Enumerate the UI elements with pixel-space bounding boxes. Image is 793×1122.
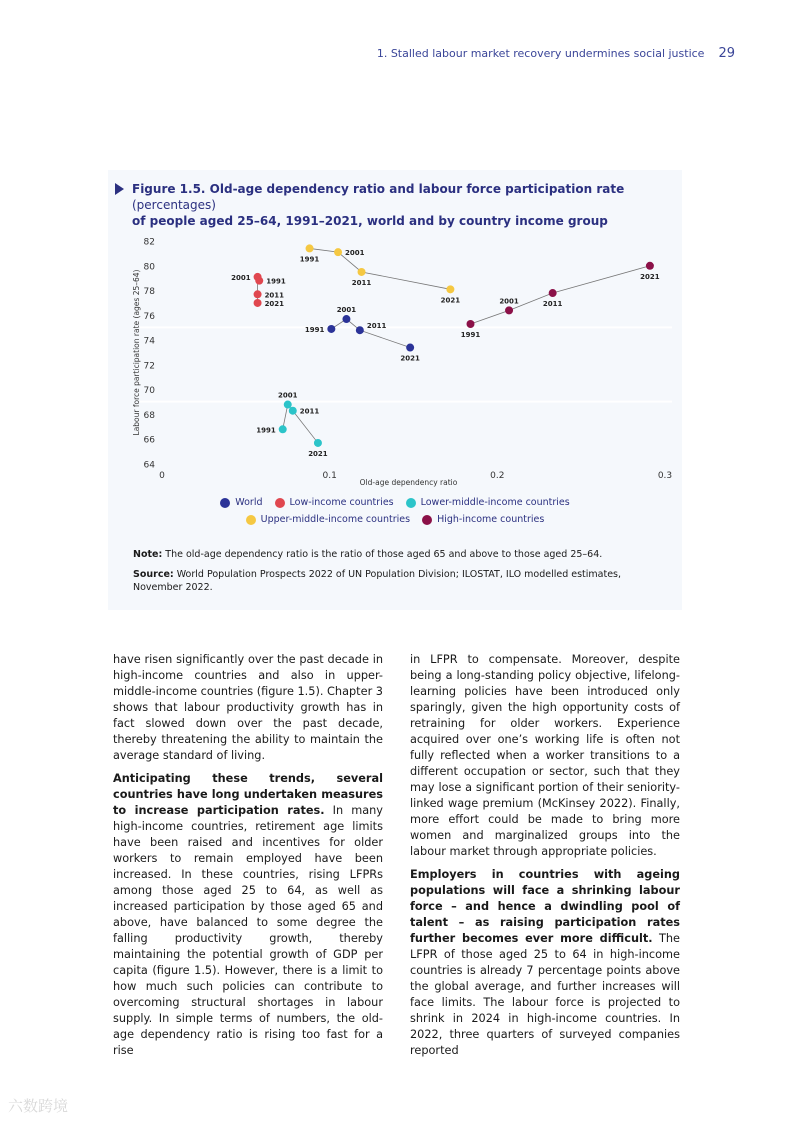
legend-label: Lower-middle-income countries <box>420 497 570 508</box>
point-label: 1991 <box>299 255 320 264</box>
point-label: 2021 <box>400 354 420 363</box>
y-tick-label: 64 <box>143 460 155 471</box>
watermark: 六数跨境 <box>8 1097 69 1115</box>
y-tick-label: 82 <box>143 237 155 248</box>
y-tick-label: 72 <box>143 361 155 372</box>
legend-item <box>406 494 570 511</box>
body-column-left <box>113 652 383 1066</box>
legend-label: Low-income countries <box>289 497 394 508</box>
running-title: 1. Stalled labour market recovery undermines social justice <box>376 47 705 60</box>
y-tick-label: 68 <box>143 410 155 421</box>
paragraph: Anticipating these trends, several countries have long undertaken measures to increase participation rates. In many high-income countries, retirement age limits have been raised and incentives for older workers to remain employed have been increased. In these countries, rising LFPRs among those aged 25 to 64, as well as increased participation by those aged 65 and above, have balanced to some degree the falling productivity growth, thereby maintaining the potential growth of GDP per capita (figure 1.5). However, there is a limit to how much such policies can contribute to overcoming structural shortages in labour supply. In simple terms of numbers, the old-age dependency ratio is rising too fast for a rise <box>113 772 383 1057</box>
point-label: 2001 <box>336 306 357 315</box>
running-header <box>377 46 735 61</box>
y-tick-label: 76 <box>143 311 155 322</box>
point-label: 2011 <box>264 291 285 300</box>
legend-dot-icon <box>422 515 432 525</box>
y-tick-label: 66 <box>143 435 155 446</box>
y-tick-label: 80 <box>143 262 155 273</box>
point-label: 2021 <box>640 272 660 281</box>
figure-panel <box>108 170 682 610</box>
x-tick-label: 0.1 <box>322 471 337 481</box>
body-column-right <box>410 652 680 1066</box>
legend-dot-icon <box>275 498 285 508</box>
legend-label: Upper-middle-income countries <box>260 514 411 525</box>
point-label: 2011 <box>542 300 563 309</box>
point-label: 2001 <box>231 273 251 282</box>
figure-title <box>115 181 655 229</box>
point-label: 2011 <box>366 322 387 331</box>
point-label: 2021 <box>308 449 328 458</box>
y-tick-label: 78 <box>143 287 155 298</box>
figure-title-unit: (percentages) <box>132 198 216 212</box>
y-axis-label: Labour force participation rate (ages 25–64) <box>132 269 141 436</box>
point-label: 2021 <box>264 299 285 308</box>
point-label: 1991 <box>304 325 325 334</box>
x-tick-label: 0 <box>159 471 165 481</box>
note: Note: The old-age dependency ratio is the ratio of those aged 65 and above to those aged 25–64. <box>133 549 603 560</box>
point-label: 1991 <box>266 277 286 286</box>
legend-item <box>422 511 544 528</box>
x-tick-label: 0.2 <box>490 471 505 481</box>
paragraph: in LFPR to compensate. Moreover, despite being a long-standing policy objective, lifelong-learning policies have been introduced only sparingly, given the high opportunity costs of retraining for older workers. Experience acquired over one’s working life is often not fully reflected when a worker transitions to a different occupation or sector, such that they may lose a significant portion of their seniority-linked wage premium (McKinsey 2022). Finally, more effort could be made to bring more women and marginalized groups into the labour market through appropriate policies. <box>410 653 680 858</box>
x-axis-label: Old-age dependency ratio <box>359 478 458 487</box>
legend-item <box>220 494 262 511</box>
legend-dot-icon <box>246 515 256 525</box>
point-label: 1991 <box>256 426 276 435</box>
legend-item <box>246 511 410 528</box>
point-label: 2021 <box>440 296 461 305</box>
point-label: 1991 <box>460 331 481 340</box>
y-tick-label: 74 <box>143 336 155 347</box>
source: Source: World Population Prospects 2022 of UN Population Division; ILOSTAT, ILO modelled estimates, November 2022. <box>133 569 622 593</box>
paragraph: have risen significantly over the past decade in high-income countries and also in upper-middle-income countries (figure 1.5). Chapter 3 shows that labour productivity growth has in fact slowed down over the past decade, thereby threatening the ability to maintain the average standard of living. <box>113 653 383 762</box>
point-label: 2001 <box>499 297 519 306</box>
y-tick-label: 70 <box>143 386 155 397</box>
legend-label: World <box>235 497 263 508</box>
legend-dot-icon <box>220 498 230 508</box>
triangle-bullet-icon <box>115 183 124 195</box>
legend-label: High-income countries <box>437 514 545 525</box>
point-label: 2011 <box>299 407 320 416</box>
point-label: 2001 <box>278 391 298 400</box>
figure-title-main: Figure 1.5. Old-age dependency ratio and labour force participation rate <box>132 182 625 196</box>
figure-notes <box>133 548 653 601</box>
point-label: 2001 <box>345 249 365 258</box>
paragraph: Employers in countries with ageing populations will face a shrinking labour force – and hence a dwindling pool of talent – as raising participation rates further becomes ever more difficult. The LFPR of those aged 25 to 64 in high-income countries is already 7 percentage points above the global average, and further increases will face limits. The labour force is projected to shrink in 2024 in high-income countries. In 2022, three quarters of surveyed companies reported <box>410 868 680 1057</box>
figure-title-sub: of people aged 25–64, 1991–2021, world and by country income group <box>132 214 608 228</box>
chart-legend <box>108 494 682 528</box>
page-number: 29 <box>718 46 735 61</box>
legend-dot-icon <box>406 498 416 508</box>
x-tick-label: 0.3 <box>657 471 673 481</box>
legend-item <box>275 494 394 511</box>
point-label: 2011 <box>351 278 372 287</box>
